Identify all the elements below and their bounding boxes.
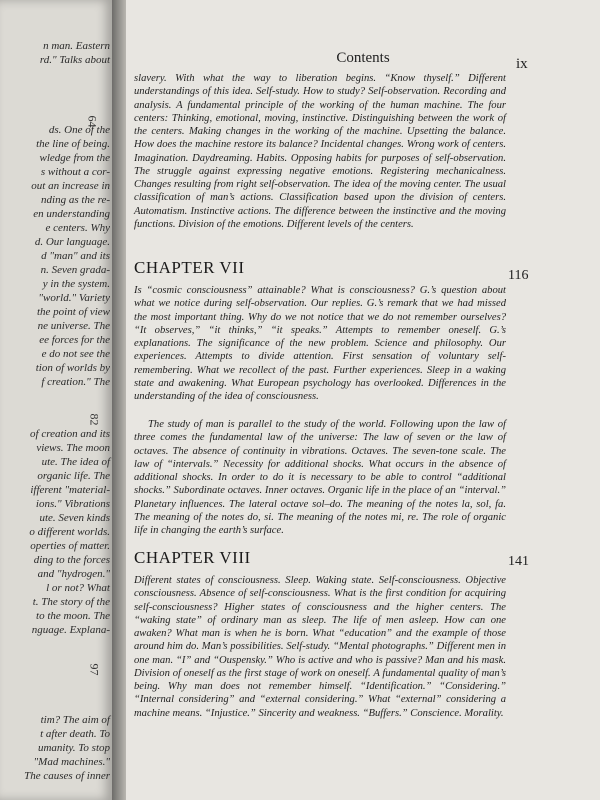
chapter-heading: CHAPTER VIII	[134, 548, 251, 567]
left-page-line: ute. Seven kinds	[39, 512, 110, 524]
left-page-line: e do not see the	[41, 348, 110, 360]
left-page-line: e centers. Why	[45, 222, 110, 234]
left-page-line: f creation." The	[41, 376, 110, 388]
left-page-line: the point of view	[36, 306, 110, 318]
left-page-line: d. Our language.	[34, 236, 110, 248]
chapter-summary: Different states of consciousness. Sleep. Waking state. Self-consciousness. Objective consciousness. Absence of self-consciousness. What is the first condition for acquiring self-consciousness? Higher states of consciousness and the higher centers. The “waking state” of ordinary man as sleep. The life of men asleep. How can one awaken? What man is when he is born. What “education” and the example of those around him do. Man’s possibilities. Self-study. “Mental photographs.” Different men in one man. “I” and “Ouspensky.” Who is active and who is passive? Man and his mask. Division of oneself as the first stage of work on oneself. A fundamental quality of man’s being. Why man does not remember himself. “Identification.” “Considering.” “Internal considering” and “external considering.” What “external” considering a machine means. “Injustice.” Sincerity and weakness. “Buffers.” Conscience. Morality.	[134, 575, 506, 719]
left-page-line: rd." Talks about	[39, 54, 110, 66]
left-page-line: the line of being.	[36, 138, 110, 150]
left-page-line: wledge from the	[39, 152, 110, 164]
left-page-line: of creation and its	[30, 428, 110, 440]
left-page-line: ute. The idea of	[41, 456, 110, 468]
left-page-line: operties of matter.	[30, 540, 110, 552]
left-page-line: ifferent "material-	[30, 484, 110, 496]
left-page-line: ee forces for the	[39, 334, 110, 346]
left-page-line: en understanding	[33, 208, 110, 220]
left-page-line: umanity. To stop	[37, 742, 110, 754]
book-gutter	[112, 0, 126, 800]
left-page-line: d "man" and its	[41, 250, 110, 262]
folio: ix	[516, 56, 528, 72]
left-page-line: to the moon. The	[36, 610, 110, 622]
left-page	[0, 0, 112, 800]
left-page-line: n man. Eastern	[43, 40, 110, 52]
left-page-line: ne universe. The	[37, 320, 110, 332]
left-page-line: views. The moon	[36, 442, 110, 454]
chapter-heading: CHAPTER VII	[134, 258, 245, 277]
left-page-line: ions." Vibrations	[35, 498, 110, 510]
chapter-summary: The study of man is parallel to the study of the world. Following upon the law of three comes the fundamental law of the universe: The law of seven or the law of octaves. The absence of continuity in vibrations. Octaves. The seven-tone scale. The law of “intervals.” Necessity for additional shocks. What occurs in the absence of additional shocks. In order to do it is necessary to be able to control “additional shocks.” Subordinate octaves. Inner octaves. Organic life in the place of an “interval.” Planetary influences. The lateral octave sol–do. The meaning of the notes la, sol, fa. The meaning of the notes do, si. The meaning of the notes mi, re. The role of organic life in changing the earth’s surface.	[134, 419, 506, 536]
left-page-line: ds. One of the	[48, 124, 110, 136]
left-page-marker: 97	[87, 663, 102, 676]
left-page-line: l or not? What	[46, 582, 110, 594]
left-page-marker: 82	[87, 413, 102, 426]
left-page-line: n. Seven grada-	[40, 264, 110, 276]
left-page-line: out an increase in	[31, 180, 110, 192]
left-page-line: o different worlds.	[29, 526, 110, 538]
left-page-line: tim? The aim of	[40, 714, 110, 726]
left-page-line: and "hydrogen."	[37, 568, 110, 580]
left-page-line: tion of worlds by	[35, 362, 110, 374]
left-page-line: organic life. The	[37, 470, 110, 482]
running-head: Contents	[336, 50, 390, 66]
left-page-line: s without a cor-	[40, 166, 110, 178]
left-page-line: ding to the forces	[33, 554, 110, 566]
left-page-line: nguage. Explana-	[31, 624, 110, 636]
left-page-line: y in the system.	[42, 278, 110, 290]
chapter-summary: Is “cosmic consciousness” attainable? What is consciousness? G.’s question about what we notice during self-observation. Our replies. G.’s remark that we had missed the most important thing. Why do we not notice that we do not remember ourselves? “It observes,” “it thinks,” “it speaks.” Attempts to remember oneself. G.’s explanations. The significance of the new problem. Science and philosophy. Our experiences. Attempts to divide attention. First sensation of voluntary self-remembering. What we recollect of the past. Further experiences. Sleep in a waking state and awakening. What European psychology has overlooked. Differences in the understanding of the idea of consciousness.	[134, 285, 506, 402]
left-page-line: The causes of inner	[24, 770, 110, 782]
contents-page	[126, 0, 600, 800]
left-page-line: t. The story of the	[32, 596, 110, 608]
chapter-vi-summary-continued: slavery. With what the way to liberation begins. “Know thyself.” Different understandings of this idea. Self-study. How to study? Self-observation. Recording and analysis. A fundamental principle of the working of the human machine. The four centers: Thinking, emotional, moving, instinctive. Distinguishing between the work of the centers. Making changes in the working of the machine. Upsetting the balance. How does the machine restore its balance? Incidental changes. Wrong work of centers. Imagination. Daydreaming. Habits. Opposing habits for purposes of self-observation. The struggle against expressing negative emotions. Registering mechanicalness. Changes resulting from right self-observation. The idea of the moving center. The usual classification of man’s actions. Classification based upon the division of centers. Automatism. Instinctive actions. The difference between the instinctive and the moving functions. Division of the emotions. Different levels of the centers.	[134, 73, 506, 230]
left-page-marker: 64	[85, 115, 100, 128]
left-page-line: "Mad machines."	[33, 756, 110, 768]
chapter-page-number: 116	[508, 268, 529, 283]
left-page-line: "world." Variety	[38, 292, 110, 304]
left-page-line: t after death. To	[40, 728, 110, 740]
left-page-line: nding as the re-	[41, 194, 110, 206]
chapter-page-number: 141	[508, 554, 529, 569]
